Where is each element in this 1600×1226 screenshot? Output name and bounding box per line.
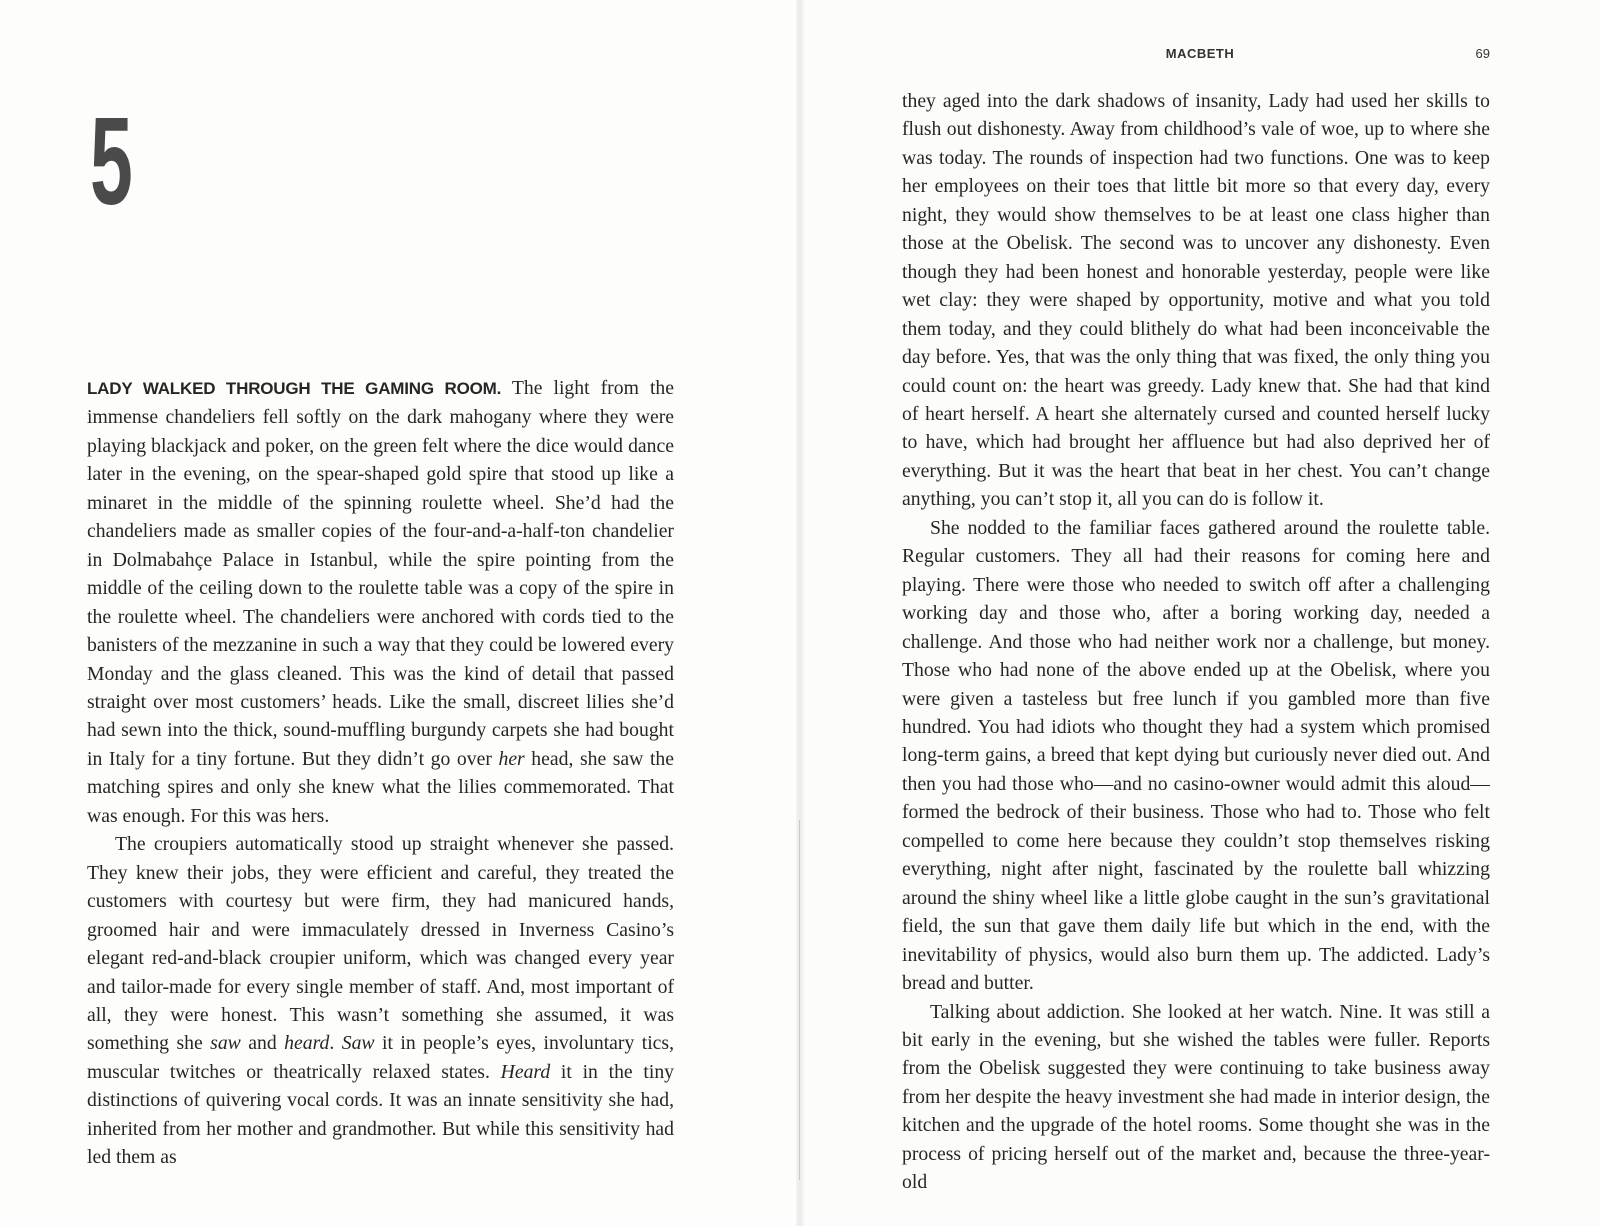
paragraph-text: The croupiers automatically stood up straight whenever she passed. They knew their jobs, they were efficient and careful, they treated the customers with courtesy but were firm, they had manicured hands, groomed hair and were immaculately dressed in Inverness Casino’s elegant red-and-black croupier uniform, which was changed every year and tailor-made for every single member of staff. And, most important of all, they were honest. This wasn’t something she assumed, it was something she bbox=[87, 833, 674, 1055]
book-gutter bbox=[796, 0, 804, 1226]
paragraph bbox=[87, 830, 674, 1171]
paragraph: they aged into the dark shadows of insanity, Lady had used her skills to flush out dishonesty. Away from childhood’s vale of woe, up to where she was today. The rounds of inspection had two functions. One was to keep her employees on their toes that little bit more so that every day, every night, they would show themselves to be at least one class higher than those at the Obelisk. The second was to uncover any dishonesty. Even though they had been honest and honorable yesterday, people were like wet clay: they were shaped by opportunity, motive and what you told them today, and they could blithely do what had been inconceivable the day before. Yes, that was the only thing that was fixed, the only thing you could count on: the heart was greedy. Lady knew that. She had that kind of heart herself. A heart she alternately cursed and counted herself lucky to have, which had brought her affluence but had also deprived her of everything. But it was the heart that beat in her chest. You can’t change anything, you can’t stop it, all you can do is follow it. bbox=[902, 90, 1490, 511]
paragraph-text: it in people’s eyes, involuntary tics, muscular twitches or theatrically relaxed states. bbox=[87, 1032, 675, 1083]
paragraph-text: and bbox=[240, 1032, 285, 1055]
chapter-number: 5 bbox=[90, 93, 133, 231]
right-body-text bbox=[902, 87, 1490, 1197]
paragraph: Talking about addiction. She looked at her watch. Nine. It was still a bit early in the evening, but she wished the tables were fuller. Reports from the Obelisk suggested they were continuing to take business away from her despite the heavy investment she had made in interior design, the kitchen and the upgrade of the hotel rooms. Some thought she was in the process of pricing herself out of the market and, because the three-year-old bbox=[902, 1000, 1490, 1194]
chapter-lead-in: LADY WALKED THROUGH THE GAMING ROOM. bbox=[87, 379, 502, 398]
emphasis: Heard bbox=[500, 1060, 551, 1083]
gutter-crease bbox=[799, 820, 800, 1180]
page-number: 69 bbox=[1475, 46, 1490, 61]
left-body-text bbox=[87, 374, 674, 1172]
paragraph-text: it in the tiny distinctions of quivering vocal cords. It was an innate sensitivity she had, inherited from her mother and grandmother. But while this sensitivity had led them as bbox=[87, 1060, 675, 1169]
paragraph-text: . bbox=[329, 1032, 342, 1055]
running-head: MACBETH bbox=[1165, 46, 1235, 61]
paragraph-text: head, she saw the matching spires and only she knew what the lilies commemorated. That was enough. For this was hers. bbox=[87, 747, 675, 827]
emphasis: saw bbox=[210, 1032, 241, 1055]
emphasis: her bbox=[498, 747, 525, 770]
paragraph: She nodded to the familiar faces gathered around the roulette table. Regular customers. They all had their reasons for coming here and playing. There were those who needed to switch off after a challenging working day and those who, after a boring working day, needed a challenge. And those who had neither work nor a challenge, but money. Those who had none of the above ended up at the Obelisk, where you were given a tasteless but free lunch if you gambled more than five hundred. You had idiots who thought they had a system which promised long-term gains, a breed that kept dying but curiously never died out. And then you had those who—and no casino-owner would admit this aloud—formed the bedrock of their business. Those who had to. Those who felt compelled to come here because they couldn’t stop themselves risking everything, night after night, fascinated by the roulette ball whizzing around the shiny wheel like a little globe caught in the sun’s gravitational field, the sun that gave them daily life but which in the end, with the inevitability of physics, would also burn them up. The addicted. Lady’s bread and butter. bbox=[902, 516, 1490, 995]
emphasis: heard bbox=[284, 1032, 330, 1055]
paragraph-text: The light from the immense chandeliers fell softly on the dark mahogany where they were playing blackjack and poker, on the green felt where the dice would dance later in the evening, on the spear-shaped gold spire that stood up like a minaret in the middle of the spinning roulette wheel. She’d had the chandeliers made as smaller copies of the four-and-a-half-ton chandelier in Dolmabahçe Palace in Istanbul, while the spire pointing from the middle of the ceiling down to the roulette table was a copy of the spire in the roulette wheel. The chandeliers were anchored with cords tied to the banisters of the mezzanine in such a way that they could be lowered every Monday and the glass cleaned. This was the kind of detail that passed straight over most customers’ heads. Like the small, discreet lilies she’d had sewn into the thick, sound-muffling burgundy carpets she had bought in Italy for a tiny fortune. But they didn’t go over bbox=[87, 377, 674, 770]
paragraph bbox=[87, 374, 674, 830]
emphasis: Saw bbox=[341, 1032, 375, 1055]
